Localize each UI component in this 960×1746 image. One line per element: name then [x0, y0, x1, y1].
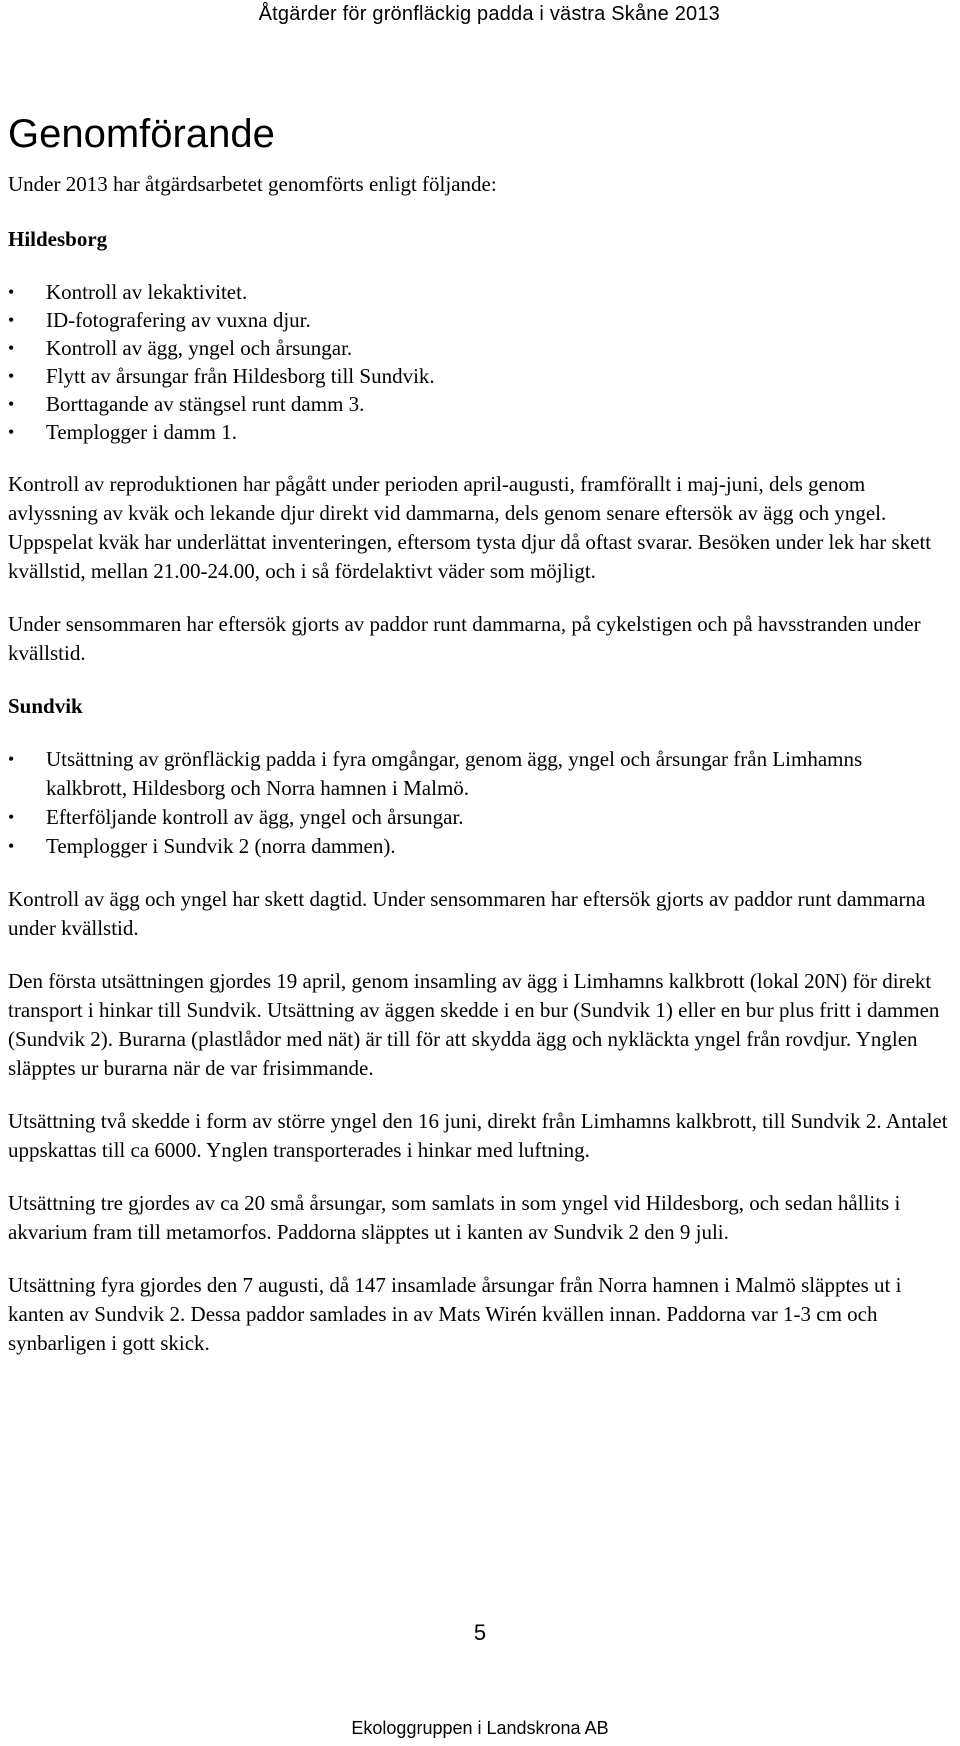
list-item [8, 803, 948, 832]
page-number: 5 [473, 1620, 487, 1645]
bullet-icon: • [8, 807, 15, 827]
list-item [8, 278, 948, 306]
bullet-icon: • [8, 749, 15, 769]
hildesborg-list [8, 278, 948, 446]
list-item-text: Efterföljande kontroll av ägg, yngel och årsungar. [46, 805, 464, 829]
paragraph: Utsättning två skedde i form av större yngel den 16 juni, direkt från Limhamns kalkbrott, till Sundvik 2. Antalet uppskattas till ca 6000. Ynglen transporterades i hinkar med luftning. [8, 1109, 948, 1162]
bullet-icon: • [8, 338, 15, 358]
bullet-icon: • [8, 310, 15, 330]
section-title-hildesborg: Hildesborg [8, 227, 108, 251]
footer-company: Ekologgruppen i Landskrona AB [351, 1718, 609, 1738]
list-item-text: Templogger i damm 1. [46, 420, 237, 444]
list-item-text: Kontroll av lekaktivitet. [46, 280, 248, 304]
bullet-icon: • [8, 836, 15, 856]
list-item-text: Templogger i Sundvik 2 (norra dammen). [46, 834, 396, 858]
list-item-text: ID-fotografering av vuxna djur. [46, 308, 311, 332]
paragraph: Den första utsättningen gjordes 19 april, genom insamling av ägg i Limhamns kalkbrott (lokal 20N) för direkt transport i hinkar till Sundvik. Utsättning av äggen skedde i en bur (Sundvik 1) eller en bur plus fritt i dammen (Sundvik 2). Burarna (plastlådor med nät) är till för att skydda ägg och nykläckta yngel från rovdjur. Ynglen släpptes ur burarna när de var frisimmande. [8, 969, 940, 1080]
list-item [8, 390, 948, 418]
paragraph: Kontroll av ägg och yngel har skett dagtid. Under sensommaren har eftersök gjorts av paddor runt dammarna under kvällstid. [8, 887, 926, 940]
list-item [8, 306, 948, 334]
list-item [8, 832, 948, 861]
section-title-sundvik: Sundvik [8, 694, 83, 718]
paragraph: Kontroll av reproduktionen har pågått under perioden april-augusti, framförallt i maj-juni, dels genom avlyssning av kväk och lekande djur direkt vid dammarna, dels genom senare eftersök av ägg och yngel. Uppspelat kväk har underlättat inventeringen, eftersom tysta djur då oftast svarar. Besöken under lek har skett kvällstid, mellan 21.00-24.00, och i så fördelaktivt väder som möjligt. [8, 472, 932, 583]
bullet-icon: • [8, 366, 15, 386]
intro-text: Under 2013 har åtgärdsarbetet genomförts enligt följande: [8, 172, 497, 196]
list-item [8, 362, 948, 390]
page-title: Genomförande [8, 112, 275, 156]
paragraph: Under sensommaren har eftersök gjorts av paddor runt dammarna, på cykelstigen och på havsstranden under kvällstid. [8, 612, 921, 665]
list-item [8, 418, 948, 446]
list-item-text: Flytt av årsungar från Hildesborg till Sundvik. [46, 364, 435, 388]
bullet-icon: • [8, 282, 15, 302]
list-item [8, 334, 948, 362]
list-item-text: Borttagande av stängsel runt damm 3. [46, 392, 365, 416]
list-item [8, 745, 948, 803]
sundvik-list [8, 745, 948, 861]
paragraph: Utsättning tre gjordes av ca 20 små årsungar, som samlats in som yngel vid Hildesborg, och sedan hållits i akvarium fram till metamorfos. Paddorna släpptes ut i kanten av Sundvik 2 den 9 juli. [8, 1191, 901, 1244]
list-item-text: Utsättning av grönfläckig padda i fyra omgångar, genom ägg, yngel och årsungar från Limhamns kalkbrott, Hildesborg och Norra hamnen i Malmö. [46, 747, 863, 800]
bullet-icon: • [8, 422, 15, 442]
paragraph: Utsättning fyra gjordes den 7 augusti, då 147 insamlade årsungar från Norra hamnen i Malmö släpptes ut i kanten av Sundvik 2. Dessa paddor samlades in av Mats Wirén kvällen innan. Paddorna var 1-3 cm och synbarligen i gott skick. [8, 1273, 902, 1355]
bullet-icon: • [8, 394, 15, 414]
list-item-text: Kontroll av ägg, yngel och årsungar. [46, 336, 353, 360]
document-body [8, 110, 948, 1382]
running-header: Åtgärder för grönfläckig padda i västra Skåne 2013 [258, 3, 720, 25]
